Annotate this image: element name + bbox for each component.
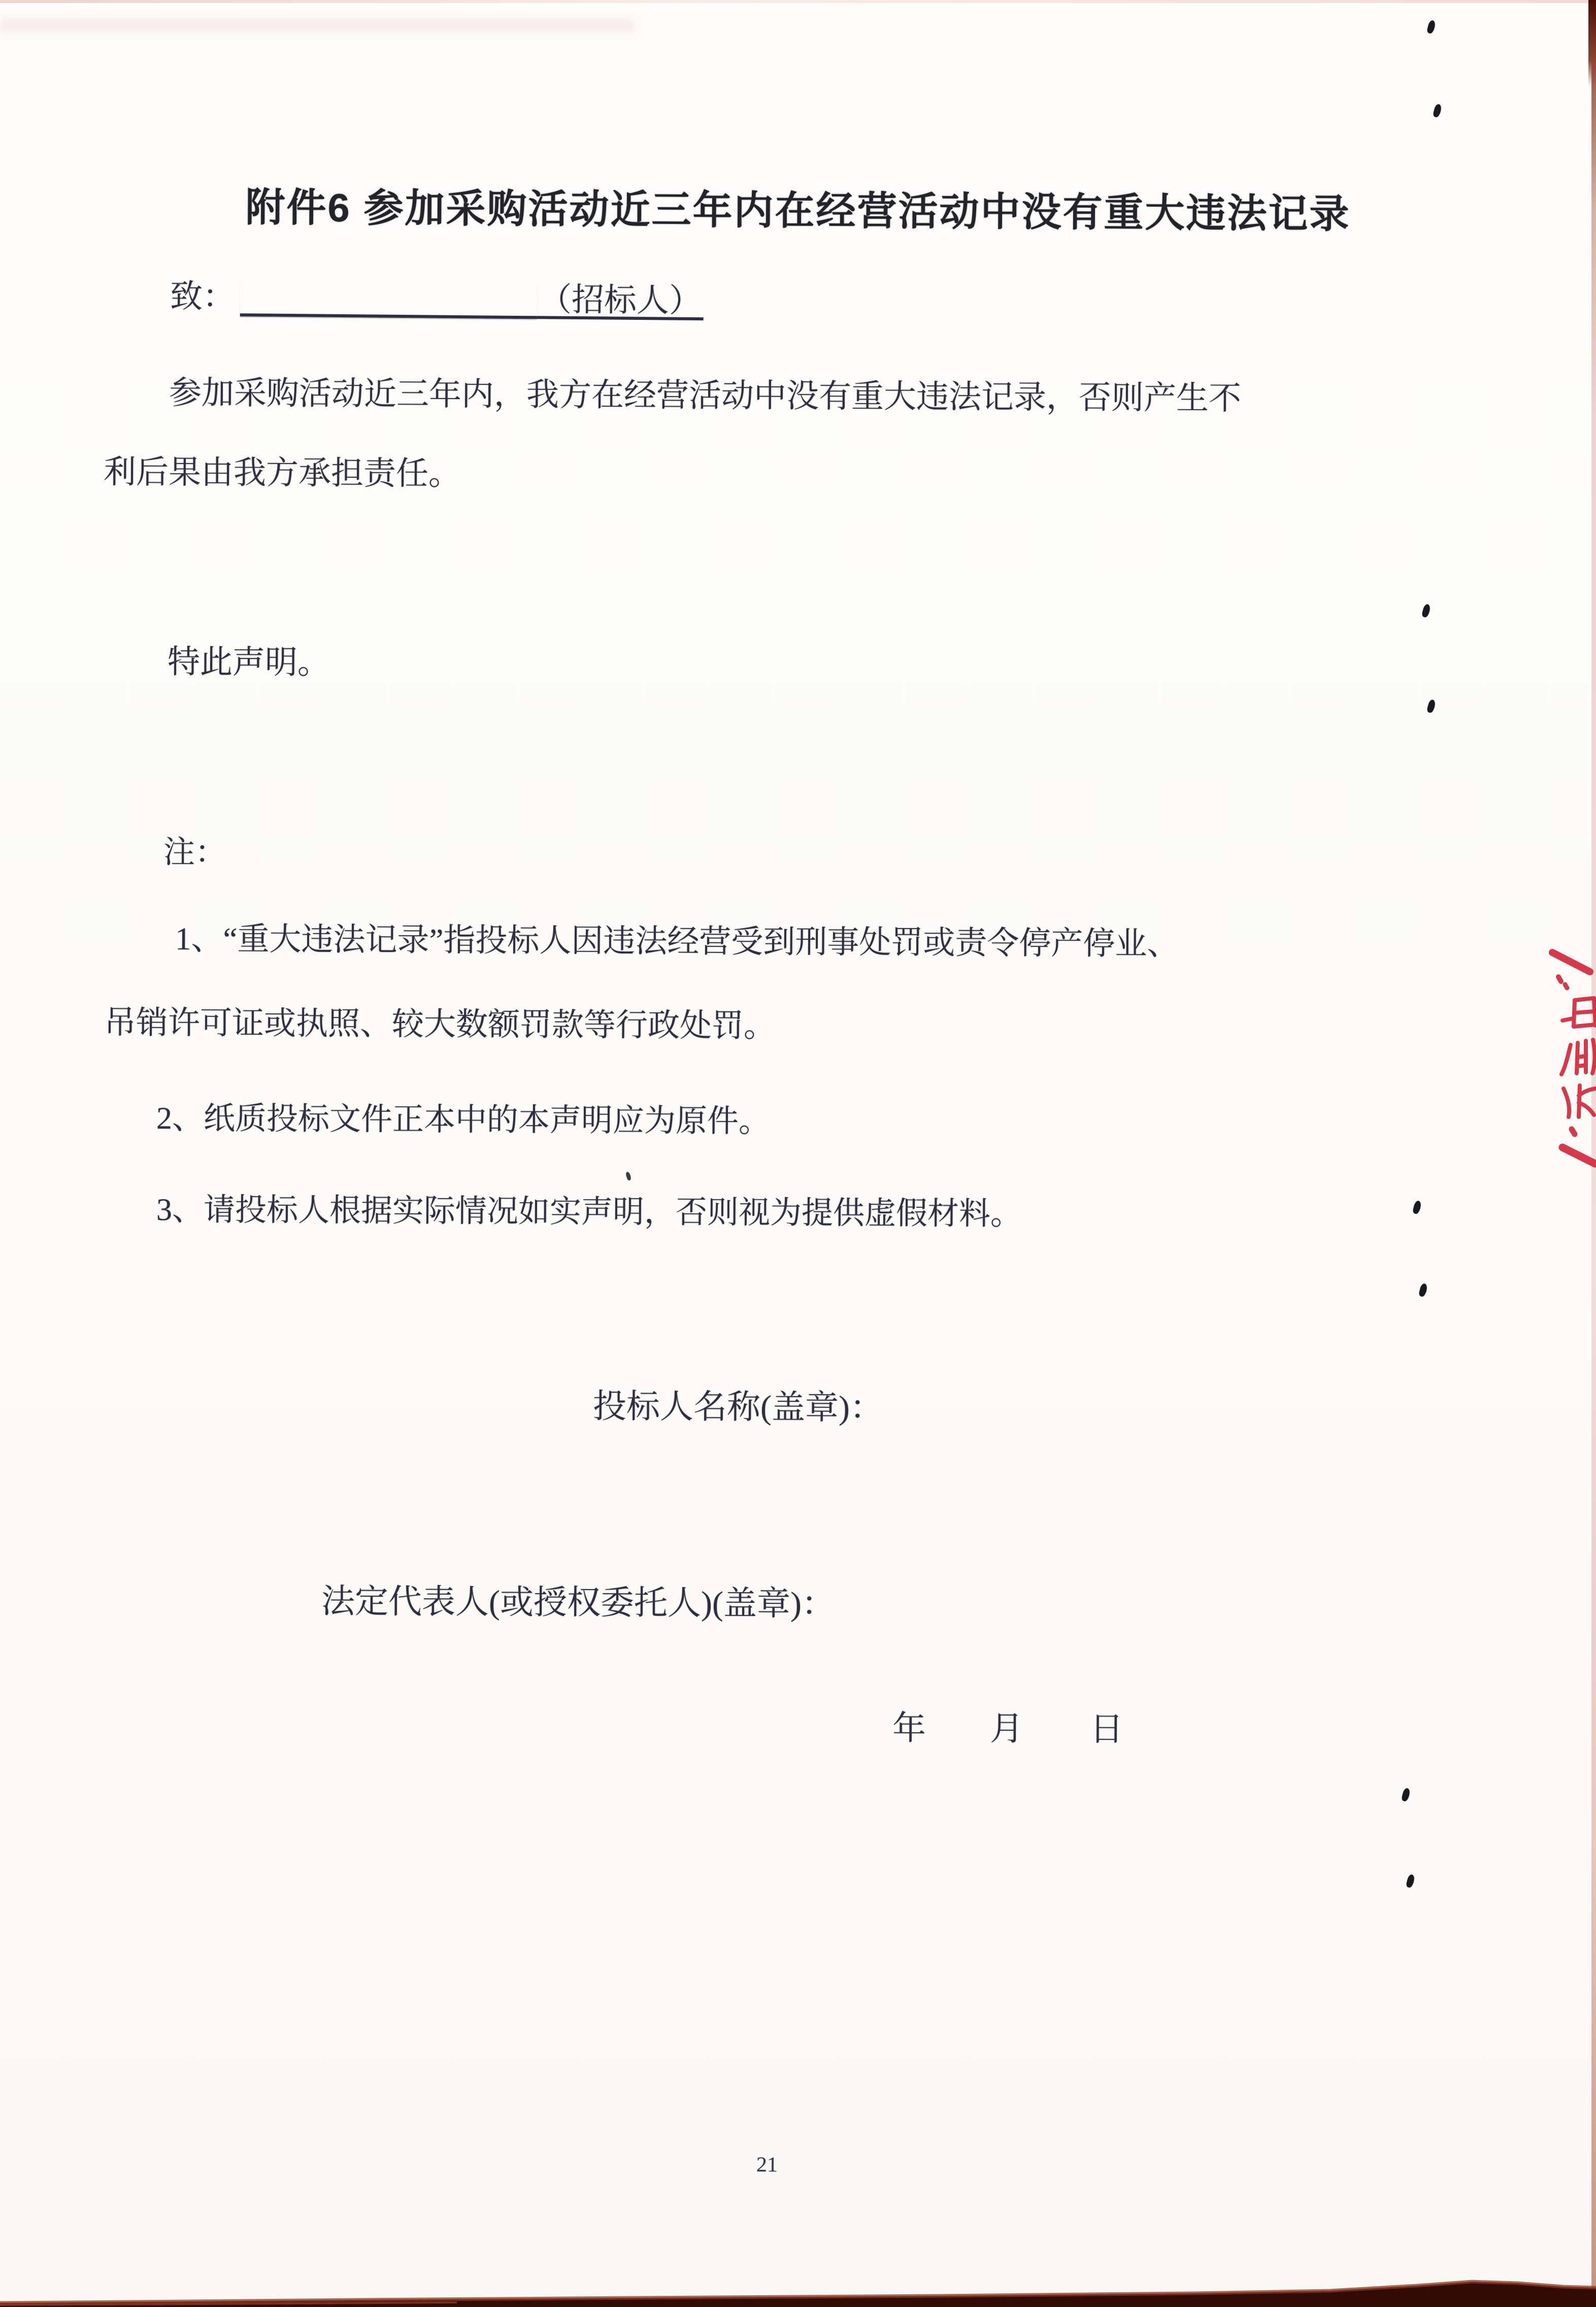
declaration-line: 特此声明。 (167, 644, 330, 681)
ink-speck (1426, 699, 1436, 713)
date-month-label: 月 (989, 1710, 1024, 1748)
bidder-name-label: 投标人名称(盖章)： (592, 1388, 884, 1427)
recipient-hint: （招标人） (537, 283, 704, 320)
note-1-line-2: 吊销许可证或执照、较大数额罚款等行政处罚。 (104, 1005, 776, 1044)
ink-speck (1412, 1200, 1422, 1214)
body-paragraph-line-2: 利后果由我方承担责任。 (103, 454, 461, 492)
salutation-line (170, 280, 704, 320)
date-year-label: 年 (892, 1710, 926, 1748)
attachment-title: 附件6 参加采购活动近三年内在经营活动中没有重大违法记录 (245, 184, 1351, 237)
bottom-scan-edge (0, 2264, 1596, 2307)
ink-speck (1401, 1788, 1411, 1802)
salutation-label: 致： (170, 278, 236, 315)
note-1-line-1: 1、“重大违法记录”指投标人因违法经营受到刑事处罚或责令停产停业、 (175, 921, 1179, 962)
ink-speck (1418, 1283, 1428, 1297)
body-paragraph-line-1: 参加采购活动近三年内，我方在经营活动中没有重大违法记录，否则产生不 (169, 375, 1242, 417)
note-3-line-1: 3、请投标人根据实际情况如实声明，否则视为提供虚假材料。 (156, 1193, 1022, 1232)
ink-speck (1426, 20, 1436, 34)
top-scan-edge (0, 0, 1596, 3)
notes-label: 注： (163, 835, 227, 870)
pink-scan-smudge (0, 19, 635, 32)
ink-speck (1433, 104, 1442, 118)
legal-representative-label: 法定代表人(或授权委托人)(盖章)： (321, 1583, 836, 1623)
page-number: 21 (756, 2153, 778, 2177)
note-2-line-1: 2、纸质投标文件正本中的本声明应为原件。 (156, 1101, 771, 1139)
date-line (892, 1710, 1124, 1749)
corner-shadow-top-right (1588, 0, 1596, 86)
date-day-label: 日 (1089, 1711, 1124, 1749)
ink-speck (1421, 604, 1431, 618)
ink-speck (625, 1171, 632, 1181)
red-ink-annotation (1548, 945, 1596, 1174)
ink-speck (1406, 1874, 1415, 1888)
recipient-blank-line (240, 281, 538, 319)
